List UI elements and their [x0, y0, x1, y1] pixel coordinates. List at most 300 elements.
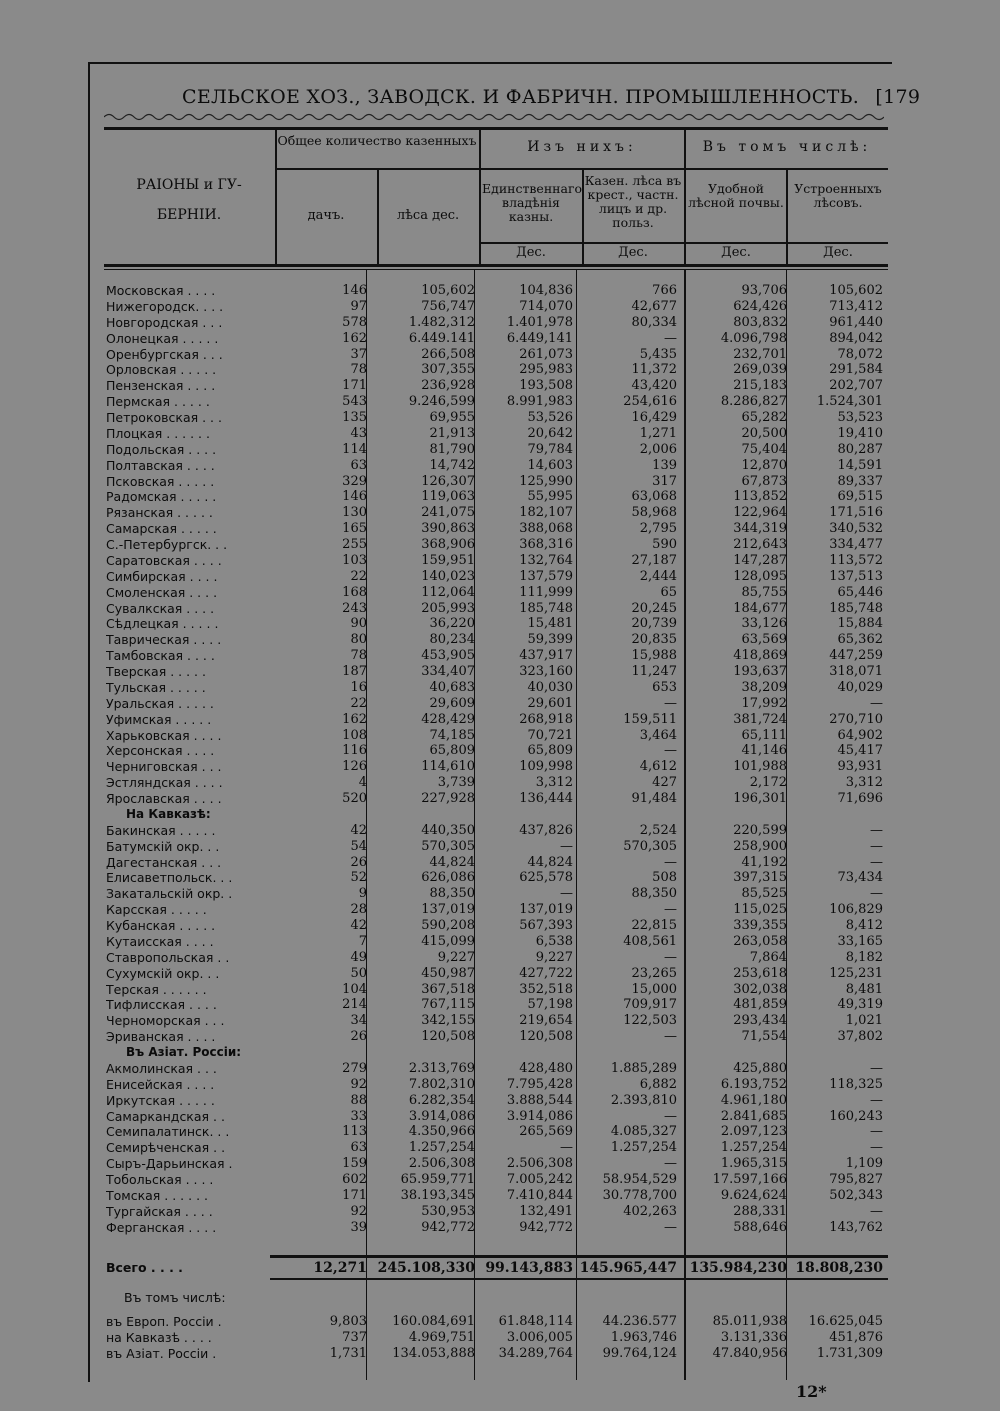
- cell-d: 88,350: [631, 886, 677, 902]
- cell-f: 118,325: [829, 1076, 883, 1092]
- cell-c: 109,998: [519, 759, 573, 775]
- cell-c: 57,198: [527, 997, 573, 1013]
- cell-d: 30.778,700: [602, 1187, 677, 1203]
- region-name: Олонецкая . . . . .: [106, 330, 219, 346]
- cell-a: 39: [350, 1219, 367, 1235]
- cell-b: 7.802,310: [408, 1076, 475, 1092]
- region-name: Енисейская . . . .: [106, 1076, 215, 1092]
- cell-c: 261,073: [519, 346, 573, 362]
- cell-c: 388,068: [519, 521, 573, 537]
- cell-f: 89,337: [837, 473, 883, 489]
- cell-a: 279: [342, 1060, 367, 1076]
- cell-a: 92: [350, 1203, 367, 1219]
- cell-d: 766: [652, 283, 677, 298]
- cell-a: 329: [342, 473, 367, 489]
- table-row: [106, 1172, 888, 1188]
- region-name: Оренбургская . . .: [106, 346, 223, 362]
- vline-1: [275, 130, 277, 265]
- cell-f: —: [870, 1092, 883, 1108]
- cell-d: —: [664, 1029, 677, 1045]
- cell-d: 20,835: [631, 632, 677, 648]
- table-row: [106, 997, 888, 1013]
- cell-b: 29,609: [429, 695, 475, 711]
- region-name: Сувалкская . . . .: [106, 600, 215, 616]
- table-row: [106, 902, 888, 918]
- col-including-group: Въ томъ числѣ:: [702, 139, 872, 155]
- cell-f: 318,071: [829, 664, 883, 679]
- cell-d: 42,677: [631, 298, 677, 314]
- cell-a: 78: [350, 648, 367, 664]
- table-body: [106, 283, 888, 1236]
- cell-d: 5,435: [639, 346, 677, 362]
- cell-f: 447,259: [829, 648, 883, 664]
- region-name: Ставропольская . .: [106, 949, 230, 965]
- cell-a: 63: [350, 457, 367, 473]
- cell-b: 440,350: [421, 822, 475, 838]
- header-bottom-rule-2: [104, 269, 888, 270]
- table-row: [106, 839, 888, 855]
- cell-a: 126: [342, 759, 367, 775]
- cell-b: 570,305: [421, 838, 475, 854]
- cell-d: 2,524: [639, 822, 677, 838]
- cell-c: 6.449,141: [506, 330, 573, 346]
- cell-f: 713,412: [829, 298, 883, 314]
- cell-f: 160,243: [829, 1108, 883, 1124]
- cell-d: 2.393,810: [610, 1092, 677, 1108]
- cell-e: 1.257,254: [720, 1140, 787, 1156]
- cell-a: 52: [350, 870, 367, 886]
- cell-f: —: [870, 1203, 883, 1219]
- cell-e: 220,599: [733, 822, 787, 838]
- cell-c: 6,538: [535, 933, 573, 949]
- cell-e: 418,869: [733, 648, 787, 664]
- cell-e: 75,404: [741, 441, 787, 457]
- cell-c: 61.848,114: [498, 1314, 573, 1329]
- region-name: Херсонская . . . .: [106, 743, 215, 759]
- cell-e: 47.840,956: [712, 1346, 787, 1361]
- cell-c: 295,983: [519, 362, 573, 378]
- cell-b: 114,610: [421, 759, 475, 775]
- cell-a: 520: [342, 791, 367, 806]
- cell-c: 104,836: [519, 283, 573, 298]
- cell-e: 20,500: [741, 425, 787, 441]
- cell-a: 90: [350, 616, 367, 632]
- region-name: Тифлисская . . . .: [106, 997, 217, 1013]
- region-name: Полтавская . . . .: [106, 457, 215, 473]
- cell-e: 212,643: [733, 537, 787, 552]
- cell-d: 402,263: [623, 1203, 677, 1219]
- table-row: [106, 1013, 888, 1029]
- table-row: [106, 410, 888, 426]
- unit-ustroen: Дес.: [823, 245, 853, 260]
- cell-f: 64,902: [837, 727, 883, 743]
- unit-sole: Дес.: [516, 245, 546, 260]
- cell-b: 140,023: [421, 568, 475, 584]
- region-name: Терская . . . . . .: [106, 981, 207, 997]
- top-rule: [104, 127, 888, 130]
- cell-e: 17,992: [741, 695, 787, 711]
- cell-f: 8,412: [845, 918, 883, 933]
- cell-d: 27,187: [631, 552, 677, 568]
- table-row: [106, 394, 888, 410]
- cell-c: 352,518: [519, 981, 573, 997]
- page-number: 12*: [796, 1382, 827, 1401]
- cell-e: 1.965,315: [720, 1156, 787, 1172]
- cell-f: 73,434: [837, 870, 883, 886]
- table-row: [106, 616, 888, 632]
- cell-e: 232,701: [733, 346, 787, 362]
- region-name: Тургайская . . . .: [106, 1203, 213, 1219]
- table-row: [106, 601, 888, 617]
- cell-b: 450,987: [421, 965, 475, 981]
- region-name: Закатальскій окр. .: [106, 886, 233, 902]
- table-row: [106, 331, 888, 347]
- cell-c: 323,160: [519, 664, 573, 679]
- cell-d: 58.954,529: [602, 1172, 677, 1187]
- cell-e: 65,282: [741, 410, 787, 425]
- table-row: [106, 712, 888, 728]
- cell-a: 22: [350, 695, 367, 711]
- cell-b: 126,307: [421, 473, 475, 489]
- cell-f: 202,707: [829, 378, 883, 394]
- cell-e: 339,355: [733, 918, 787, 933]
- cell-a: 50: [350, 965, 367, 981]
- cell-b: 367,518: [421, 981, 475, 997]
- cell-a: 22: [350, 568, 367, 584]
- region-name: Харьковская . . . .: [106, 727, 222, 743]
- cell-e: 63,569: [741, 632, 787, 648]
- table-row: [106, 283, 888, 299]
- cell-b: 69,955: [429, 410, 475, 425]
- cell-a: 187: [342, 664, 367, 679]
- cell-f: 113,572: [829, 552, 883, 568]
- cell-b: 81,790: [429, 441, 475, 457]
- cell-f: —: [870, 695, 883, 711]
- cell-b: 80,234: [429, 632, 475, 648]
- cell-b: 241,075: [421, 505, 475, 521]
- cell-f: 14,591: [837, 457, 883, 473]
- cell-e: 3.131,336: [720, 1330, 787, 1345]
- col-total-group: Общее количество казенныхъ: [277, 133, 477, 148]
- cell-b: 415,099: [421, 933, 475, 949]
- cell-a: 9: [358, 886, 367, 902]
- cell-b: 2.506,308: [408, 1156, 475, 1172]
- cell-a: 162: [342, 330, 367, 346]
- header-bottom-rule: [104, 264, 888, 267]
- totals-block: [106, 1260, 888, 1362]
- cell-f: 40,029: [837, 679, 883, 695]
- cell-a: 34: [350, 1013, 367, 1029]
- cell-b: 245.108,330: [377, 1260, 475, 1276]
- cell-e: 101,988: [733, 759, 787, 775]
- cell-c: 125,990: [519, 473, 573, 489]
- region-name: Батумскій окр. . .: [106, 838, 220, 854]
- cell-e: 17.597,166: [712, 1172, 787, 1187]
- cell-c: 29,601: [527, 695, 573, 711]
- region-name: Елисаветпольск. . .: [106, 870, 233, 886]
- cell-d: 1.257,254: [610, 1140, 677, 1156]
- cell-f: 65,362: [837, 632, 883, 648]
- table-row: [106, 728, 888, 744]
- cell-e: 41,192: [741, 854, 787, 870]
- table-row: [106, 791, 888, 807]
- table-row: [106, 1188, 888, 1204]
- cell-f: 18.808,230: [795, 1260, 883, 1276]
- table-row: [106, 537, 888, 553]
- cell-b: 205,993: [421, 600, 475, 616]
- region-name: Всего . . . .: [106, 1260, 183, 1275]
- cell-e: 12,870: [741, 457, 787, 473]
- table-row: [106, 743, 888, 759]
- cell-e: 481,859: [733, 997, 787, 1013]
- cell-f: 8,182: [845, 949, 883, 965]
- cell-e: 38,209: [741, 679, 787, 695]
- cell-d: 15,000: [631, 981, 677, 997]
- region-name: Дагестанская . . .: [106, 854, 222, 870]
- cell-e: 344,319: [733, 521, 787, 537]
- cell-f: 1.731,309: [816, 1346, 883, 1361]
- cell-e: 624,426: [733, 298, 787, 314]
- cell-b: 4.969,751: [408, 1330, 475, 1345]
- header-title: СЕЛЬСКОЕ ХОЗ., ЗАВОДСК. И ФАБРИЧН. ПРОМЫШЛЕННОСТЬ.: [182, 86, 860, 108]
- table-row: [106, 442, 888, 458]
- cell-d: 3,464: [639, 727, 677, 743]
- cell-e: 85,755: [741, 584, 787, 600]
- cell-b: 227,928: [421, 791, 475, 806]
- cell-b: 9.246,599: [408, 394, 475, 410]
- cell-a: 214: [342, 997, 367, 1013]
- cell-d: —: [664, 330, 677, 346]
- cell-a: 737: [342, 1330, 367, 1345]
- cell-a: 171: [342, 1187, 367, 1203]
- cell-b: 14,742: [429, 457, 475, 473]
- region-name: Самаркандская . .: [106, 1108, 225, 1124]
- cell-a: 88: [350, 1092, 367, 1108]
- cell-d: 2,795: [639, 521, 677, 537]
- cell-b: 767,115: [421, 997, 475, 1013]
- table-row: [106, 362, 888, 378]
- cell-c: 14,603: [527, 457, 573, 473]
- cell-f: 502,343: [829, 1187, 883, 1203]
- cell-f: 80,287: [837, 441, 883, 457]
- col-ustroen: Устроенныхъ лѣсовъ.: [794, 181, 882, 210]
- cell-a: 92: [350, 1076, 367, 1092]
- table-row: [106, 585, 888, 601]
- table-row: [106, 1220, 888, 1236]
- cell-a: 28: [350, 902, 367, 918]
- page-header: [182, 86, 921, 108]
- region-name: Уральская . . . . .: [106, 695, 214, 711]
- cell-d: 23,265: [631, 965, 677, 981]
- cell-f: 334,477: [829, 537, 883, 552]
- cell-d: 22,815: [631, 918, 677, 933]
- cell-f: 78,072: [837, 346, 883, 362]
- cell-d: 1,271: [639, 425, 677, 441]
- region-name: Семипалатинск. . .: [106, 1124, 230, 1140]
- region-name: Сыръ-Дарьинская .: [106, 1156, 233, 1172]
- cell-d: 1.963,746: [610, 1330, 677, 1345]
- table-row: [106, 458, 888, 474]
- cell-d: 11,247: [631, 664, 677, 679]
- cell-d: 122,503: [623, 1013, 677, 1029]
- cell-d: 145.965,447: [579, 1260, 677, 1276]
- cell-f: 53,523: [837, 410, 883, 425]
- region-name: Подольская . . . .: [106, 441, 217, 457]
- cell-f: 137,513: [829, 568, 883, 584]
- cell-e: 253,618: [733, 965, 787, 981]
- cell-f: 961,440: [829, 314, 883, 330]
- col-region: РАІОНЫ и ГУ-БЕРНІИ.: [136, 177, 242, 223]
- cell-b: 390,863: [421, 521, 475, 537]
- cell-a: 54: [350, 838, 367, 854]
- cell-c: 55,995: [527, 489, 573, 505]
- cell-f: —: [870, 854, 883, 870]
- cell-b: 120,508: [421, 1029, 475, 1045]
- cell-e: 9.624,624: [720, 1187, 787, 1203]
- cell-b: 65.959,771: [400, 1172, 475, 1187]
- cell-e: 122,964: [733, 505, 787, 521]
- cell-a: 171: [342, 378, 367, 394]
- cell-d: 590: [652, 537, 677, 552]
- cell-c: 137,579: [519, 568, 573, 584]
- cell-c: 268,918: [519, 711, 573, 727]
- region-name: Бакинская . . . . .: [106, 822, 216, 838]
- cell-d: 653: [652, 679, 677, 695]
- cell-a: 255: [342, 537, 367, 552]
- region-name: Акмолинская . . .: [106, 1060, 217, 1076]
- cell-c: 20,642: [527, 425, 573, 441]
- cell-e: 147,287: [733, 552, 787, 568]
- cell-c: 428,480: [519, 1060, 573, 1076]
- table-row: [106, 505, 888, 521]
- cell-a: 9,803: [329, 1314, 367, 1329]
- region-name: Рязанская . . . . .: [106, 505, 213, 521]
- cell-c: 185,748: [519, 600, 573, 616]
- region-name: Симбирская . . . .: [106, 568, 218, 584]
- cell-a: 114: [342, 441, 367, 457]
- cell-a: 26: [350, 1029, 367, 1045]
- cell-e: 7,864: [749, 949, 787, 965]
- cell-d: 508: [652, 870, 677, 886]
- region-name: Пермская . . . . .: [106, 394, 210, 410]
- cell-f: 451,876: [829, 1330, 883, 1345]
- cell-c: 7.795,428: [506, 1076, 573, 1092]
- table-row: [106, 299, 888, 315]
- cell-b: 36,220: [429, 616, 475, 632]
- region-name: Самарская . . . . .: [106, 521, 217, 537]
- table-row: [106, 1093, 888, 1109]
- cell-b: 40,683: [429, 679, 475, 695]
- cell-e: 85,525: [741, 886, 787, 902]
- col-dach: дачъ.: [307, 208, 345, 223]
- region-name: Смоленская . . . .: [106, 584, 218, 600]
- cell-b: 44,824: [429, 854, 475, 870]
- cell-c: 15,481: [527, 616, 573, 632]
- table-row: [106, 632, 888, 648]
- col-of-them-group: Изъ нихъ:: [527, 139, 637, 155]
- table-row: [106, 1077, 888, 1093]
- unit-udobnoy: Дес.: [721, 245, 751, 260]
- cell-a: 543: [342, 394, 367, 410]
- cell-c: 132,764: [519, 552, 573, 568]
- cell-a: 146: [342, 489, 367, 505]
- cell-f: 93,931: [837, 759, 883, 775]
- cell-e: 302,038: [733, 981, 787, 997]
- cell-d: 4.085,327: [610, 1124, 677, 1140]
- cell-c: 137,019: [519, 902, 573, 918]
- cell-d: 6,882: [639, 1076, 677, 1092]
- cell-c: 427,722: [519, 965, 573, 981]
- table-row: [106, 378, 888, 394]
- cell-d: 99.764,124: [602, 1346, 677, 1361]
- cell-e: 263,058: [733, 933, 787, 949]
- cell-b: 159,951: [421, 552, 475, 568]
- cell-a: 7: [358, 933, 367, 949]
- cell-f: 65,446: [837, 584, 883, 600]
- cell-f: 45,417: [837, 743, 883, 759]
- cell-e: 588,646: [733, 1219, 787, 1235]
- region-name: Черниговская . . .: [106, 759, 222, 775]
- cell-f: 1,021: [845, 1013, 883, 1029]
- cell-c: 34.289,764: [498, 1346, 573, 1361]
- cell-b: 4.350,966: [408, 1124, 475, 1140]
- cell-c: 3,312: [535, 775, 573, 791]
- cell-a: 43: [350, 425, 367, 441]
- cell-c: 714,070: [519, 298, 573, 314]
- cell-e: 113,852: [733, 489, 787, 505]
- cell-c: 99.143,883: [485, 1260, 573, 1276]
- cell-e: 93,706: [741, 283, 787, 298]
- cell-e: 184,677: [733, 600, 787, 616]
- cell-c: 7.005,242: [506, 1172, 573, 1187]
- cell-a: 42: [350, 822, 367, 838]
- cell-c: 437,826: [519, 822, 573, 838]
- region-name: Черноморская . . .: [106, 1013, 225, 1029]
- cell-d: 15,988: [631, 648, 677, 664]
- cell-c: —: [560, 838, 573, 854]
- cell-c: 3.914,086: [506, 1108, 573, 1124]
- table-row: [106, 680, 888, 696]
- region-name: Московская . . . .: [106, 283, 216, 298]
- region-name: Новгородская . . .: [106, 314, 223, 330]
- cell-a: 243: [342, 600, 367, 616]
- cell-a: 165: [342, 521, 367, 537]
- col-udobnoy: Удобной лѣсной почвы.: [688, 181, 784, 210]
- cell-d: 4,612: [639, 759, 677, 775]
- cell-a: 103: [342, 552, 367, 568]
- region-name: Нижегородск. . . .: [106, 298, 224, 314]
- table-row: [106, 1045, 888, 1061]
- cell-f: 71,696: [837, 791, 883, 806]
- cell-c: 219,654: [519, 1013, 573, 1029]
- cell-e: 2.841,685: [720, 1108, 787, 1124]
- table-row: [106, 966, 888, 982]
- table-row: [106, 1109, 888, 1125]
- cell-e: 8.286,827: [720, 394, 787, 410]
- section-heading: Въ Азіат. Россіи:: [126, 1045, 242, 1059]
- region-name: Томская . . . . . .: [106, 1187, 208, 1203]
- cell-a: 168: [342, 584, 367, 600]
- cell-f: 894,042: [829, 330, 883, 346]
- region-name: Орловская . . . . .: [106, 362, 217, 378]
- cell-e: 397,315: [733, 870, 787, 886]
- cell-d: 63,068: [631, 489, 677, 505]
- cell-a: 49: [350, 949, 367, 965]
- cell-c: 368,316: [519, 537, 573, 552]
- section-heading: На Кавказѣ:: [126, 806, 211, 821]
- cell-b: 626,086: [421, 870, 475, 886]
- cell-f: 1,109: [845, 1156, 883, 1172]
